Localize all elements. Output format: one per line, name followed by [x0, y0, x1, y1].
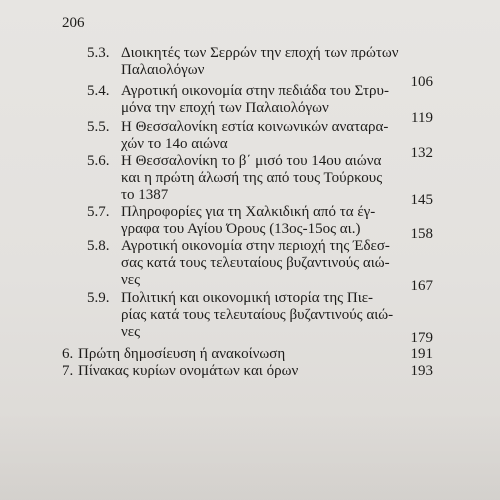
- entry-title-line: Πολιτική και οικονομική ιστορία της Πιε-: [121, 290, 374, 306]
- entry-number: 5.7.: [87, 204, 110, 220]
- entry-number: 5.5.: [87, 119, 110, 135]
- entry-page-number: 158: [410, 226, 433, 242]
- entry-number: 5.3.: [87, 45, 110, 61]
- entry-page-number: 179: [410, 330, 433, 346]
- entry-title-line: Αγροτική οικονομία στην περιοχή της Έδεσ-: [121, 238, 390, 254]
- entry-title-line: Πίνακας κυρίων ονομάτων και όρων: [78, 363, 299, 379]
- entry-title-line: Πληροφορίες για τη Χαλκιδική από τα έγ-: [121, 204, 376, 220]
- entry-title-line: Η Θεσσαλονίκη το β΄ μισό του 14ου αιώνα: [121, 153, 382, 169]
- entry-number: 6.: [62, 346, 74, 362]
- entry-page-number: 106: [410, 74, 433, 90]
- entry-number: 5.8.: [87, 238, 110, 254]
- entry-title-line: και η πρώτη άλωσή της από τους Τούρκους: [121, 170, 383, 186]
- entry-title-line: ρίας κατά τους τελευταίους βυζαντινούς αιώ-: [121, 307, 394, 323]
- entry-page-number: 132: [410, 145, 433, 161]
- entry-title-line: Αγροτική οικονομία στην πεδιάδα του Στρυ-: [121, 83, 389, 99]
- entry-page-number: 193: [410, 363, 433, 379]
- entry-title-line: Διοικητές των Σερρών την εποχή των πρώτων: [121, 45, 399, 61]
- entry-title-line: Η Θεσσαλονίκη εστία κοινωνικών αναταρα-: [121, 119, 389, 135]
- entry-number: 5.9.: [87, 290, 110, 306]
- entry-page-number: 119: [411, 110, 433, 126]
- entry-title-line: Πρώτη δημοσίευση ή ανακοίνωση: [78, 346, 286, 362]
- entry-title-line: σας κατά τους τελευταίους βυζαντινούς αιώ-: [121, 255, 390, 271]
- entry-title-line: μόνα την εποχή των Παλαιολόγων: [121, 100, 329, 116]
- entry-title-line: Παλαιολόγων: [121, 62, 205, 78]
- entry-number: 5.6.: [87, 153, 110, 169]
- entry-title-line: νες: [121, 272, 141, 288]
- entry-number: 5.4.: [87, 83, 110, 99]
- entry-title-line: χών το 14ο αιώνα: [121, 136, 228, 152]
- entry-title-line: νες: [121, 324, 141, 340]
- page-number: 206: [62, 15, 85, 31]
- entry-page-number: 145: [410, 192, 433, 208]
- entry-title-line: γραφα του Αγίου Όρους (13ος-15ος αι.): [121, 221, 361, 237]
- paper-shadow: [0, 410, 500, 500]
- entry-page-number: 167: [410, 278, 433, 294]
- entry-number: 7.: [62, 363, 74, 379]
- entry-page-number: 191: [410, 346, 433, 362]
- entry-title-line: το 1387: [121, 187, 169, 203]
